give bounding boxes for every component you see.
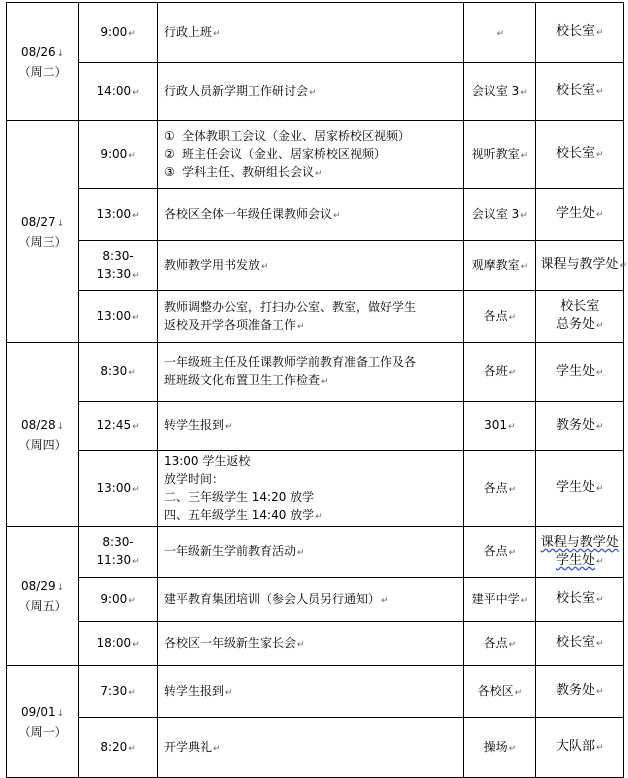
paragraph-mark: ↵ xyxy=(224,422,233,432)
event-line xyxy=(164,256,459,276)
paragraph-mark: ↵ xyxy=(314,168,323,179)
event-text: 返校及开学各项准备工作 xyxy=(163,317,296,332)
event-description-cell xyxy=(157,578,463,622)
paragraph-mark: ↵ xyxy=(132,270,140,281)
event-line xyxy=(164,682,459,702)
date-cell xyxy=(7,121,79,343)
paragraph-mark: ↵ xyxy=(520,87,528,98)
department-cell xyxy=(536,343,624,402)
paragraph-mark: ↵ xyxy=(212,743,221,754)
paragraph-mark: ↵ xyxy=(132,557,140,567)
event-text: 13:00 学生返校 xyxy=(163,453,251,468)
time-cell xyxy=(79,718,158,778)
event-text: 各校区全体一年级任课教师会议 xyxy=(163,206,332,221)
schedule-row xyxy=(7,291,624,343)
paragraph-mark: ↵ xyxy=(128,743,136,754)
event-line xyxy=(164,82,459,102)
event-text: 四、五年级学生 14:40 放学 xyxy=(163,507,315,522)
department-text xyxy=(540,205,619,224)
paragraph-mark: ↓ xyxy=(56,218,65,229)
time-cell xyxy=(79,291,158,343)
department-text xyxy=(540,590,619,609)
paragraph-mark: ↵ xyxy=(520,261,529,272)
paragraph-mark: ↵ xyxy=(595,28,604,38)
event-line xyxy=(164,205,459,225)
event-line xyxy=(164,163,459,183)
time-cell xyxy=(79,343,158,402)
paragraph-mark: ↵ xyxy=(595,687,604,697)
paragraph-mark: ↵ xyxy=(128,368,136,378)
location-cell xyxy=(464,578,536,622)
location-cell xyxy=(464,3,536,63)
department-label: 学生处 xyxy=(555,552,595,568)
event-description-cell xyxy=(157,189,463,241)
department-label: 学生处 xyxy=(555,363,595,379)
location-cell xyxy=(464,189,536,241)
time-cell xyxy=(79,241,158,291)
event-description-cell xyxy=(157,241,463,291)
location-text: 观摩教室 xyxy=(471,257,520,272)
event-text: 班班级文化布置卫生工作检查 xyxy=(163,373,320,387)
paragraph-mark: ↓ xyxy=(56,708,65,719)
event-text: 放学时间： xyxy=(163,471,224,486)
time-cell xyxy=(79,63,158,121)
schedule-row xyxy=(7,527,624,578)
time-text: 13:00 xyxy=(96,206,132,221)
time-text: 13:00 xyxy=(96,480,132,495)
location-text: 各校区 xyxy=(477,683,514,698)
date-cell xyxy=(7,343,79,527)
location-cell xyxy=(464,402,536,451)
event-line xyxy=(164,488,459,506)
department-text xyxy=(540,634,619,653)
department-label: 校长室 xyxy=(555,591,595,606)
time-cell xyxy=(79,527,158,578)
department-text xyxy=(540,298,619,316)
paragraph-mark: ↵ xyxy=(520,595,529,606)
paragraph-mark: ↵ xyxy=(132,312,140,323)
paragraph-mark: ↵ xyxy=(508,548,517,558)
location-text: 建平中学 xyxy=(471,591,520,606)
location-cell xyxy=(464,121,536,189)
event-line xyxy=(164,416,459,436)
event-text: 行政上班 xyxy=(163,24,212,39)
paragraph-mark: ↵ xyxy=(212,28,221,39)
time-cell xyxy=(79,622,158,666)
department-text xyxy=(540,417,619,436)
department-text xyxy=(540,256,627,275)
paragraph-mark: ↵ xyxy=(595,210,604,220)
event-line xyxy=(164,353,459,371)
schedule-row xyxy=(7,451,624,527)
department-cell xyxy=(536,451,624,527)
time-text: 9:00 xyxy=(100,24,128,39)
event-line xyxy=(164,590,459,610)
event-text: 学科主任、教研组长会议 xyxy=(181,164,314,179)
location-cell xyxy=(464,718,536,778)
paragraph-mark: ↓ xyxy=(56,48,65,59)
paragraph-mark: ↵ xyxy=(595,321,604,331)
time-cell xyxy=(79,121,158,189)
date-line xyxy=(11,703,74,723)
department-text xyxy=(540,23,619,42)
paragraph-mark: ↓ xyxy=(56,583,65,593)
event-line xyxy=(164,506,459,526)
department-label: 教务处 xyxy=(555,417,595,433)
schedule-row xyxy=(7,3,624,63)
date-cell xyxy=(7,527,79,666)
paragraph-mark: ↵ xyxy=(132,484,140,495)
location-cell xyxy=(464,291,536,343)
date-line xyxy=(11,43,74,63)
event-description-cell xyxy=(157,121,463,189)
department-text xyxy=(540,479,619,498)
time-text: 8:30-13:30 xyxy=(96,248,134,281)
event-line xyxy=(164,634,459,654)
department-label: 校长室 xyxy=(555,146,595,161)
department-label: 校长室 xyxy=(555,83,595,98)
schedule-body xyxy=(7,3,627,778)
location-text: 各点 xyxy=(483,544,508,558)
location-text: 各点 xyxy=(483,308,508,323)
event-description-cell xyxy=(157,451,463,527)
paragraph-mark: ↵ xyxy=(128,28,136,39)
department-label: 校长室 xyxy=(555,635,595,650)
location-cell xyxy=(464,63,536,121)
paragraph-mark: ↵ xyxy=(520,150,529,161)
date-text: 08/28 xyxy=(21,417,56,432)
department-cell xyxy=(536,622,624,666)
paragraph-mark: ↵ xyxy=(595,150,604,160)
time-cell xyxy=(79,451,158,527)
schedule-row xyxy=(7,578,624,622)
event-description-cell xyxy=(157,622,463,666)
time-text: 7:30 xyxy=(100,683,128,698)
paragraph-mark: ↵ xyxy=(380,595,389,606)
paragraph-mark: ↵ xyxy=(128,687,136,698)
paragraph-mark: ↵ xyxy=(520,210,528,221)
event-description-cell xyxy=(157,527,463,578)
schedule-row xyxy=(7,622,624,666)
date-cell xyxy=(7,3,79,121)
paragraph-mark: ↵ xyxy=(508,368,517,378)
event-description-cell xyxy=(157,718,463,778)
department-label: 校长室 xyxy=(555,24,595,39)
paragraph-mark: ↵ xyxy=(619,261,627,271)
paragraph-mark: ↵ xyxy=(132,639,140,650)
event-text: 转学生报到 xyxy=(163,683,224,698)
department-cell xyxy=(536,402,624,451)
location-text: 会议室 3 xyxy=(471,83,520,98)
schedule-row xyxy=(7,189,624,241)
department-text xyxy=(540,316,619,335)
event-description-cell xyxy=(157,63,463,121)
event-description-cell xyxy=(157,3,463,63)
item-number: ③ xyxy=(163,164,175,179)
event-line xyxy=(164,542,459,562)
time-text: 12:45 xyxy=(96,418,132,432)
date-text: 08/27 xyxy=(21,214,56,229)
event-text: 教师调整办公室，打扫办公室、教室，做好学生 xyxy=(163,299,416,314)
location-cell xyxy=(464,622,536,666)
event-text: 班主任会议（金业、居家桥校区视频） xyxy=(181,146,386,161)
department-text xyxy=(540,682,619,701)
event-line xyxy=(164,316,459,336)
paragraph-mark: ↵ xyxy=(132,422,140,432)
department-text xyxy=(540,145,619,164)
paragraph-mark: ↵ xyxy=(132,210,140,221)
location-text: 操场 xyxy=(483,739,508,754)
paragraph-mark: ↵ xyxy=(595,484,604,494)
paragraph-mark: ↵ xyxy=(296,548,305,558)
paragraph-mark: ↵ xyxy=(296,639,305,650)
time-text: 8:20 xyxy=(100,739,128,754)
paragraph-mark: ↵ xyxy=(595,639,604,649)
paragraph-mark: ↵ xyxy=(320,377,329,387)
date-line xyxy=(11,577,74,597)
department-text xyxy=(540,552,619,571)
location-text: 301 xyxy=(484,418,508,432)
event-line xyxy=(164,145,459,163)
paragraph-mark: ↵ xyxy=(296,321,305,332)
paragraph-mark: ↵ xyxy=(260,261,269,272)
paragraph-mark: ↵ xyxy=(224,687,233,698)
event-line xyxy=(164,23,459,43)
paragraph-mark: ↵ xyxy=(508,743,517,754)
time-cell xyxy=(79,402,158,451)
paragraph-mark: ↵ xyxy=(595,421,604,432)
event-text: 二、三年级学生 14:20 放学 xyxy=(163,489,315,504)
event-text: 转学生报到 xyxy=(163,418,224,432)
event-text: 建平教育集团培训（参会人员另行通知） xyxy=(163,591,380,606)
time-text: 8:30 xyxy=(100,364,128,378)
department-cell xyxy=(536,291,624,343)
weekday-text: （周五） xyxy=(18,599,67,613)
weekday-text: （周四） xyxy=(18,437,67,452)
date-text: 09/01 xyxy=(21,704,56,719)
paragraph-mark: ↵ xyxy=(496,28,505,39)
event-description-cell xyxy=(157,291,463,343)
department-cell xyxy=(536,666,624,718)
event-line xyxy=(164,371,459,391)
paragraph-mark: ↵ xyxy=(514,687,523,698)
paragraph-mark: ↵ xyxy=(595,367,604,378)
department-text xyxy=(540,534,619,552)
paragraph-mark: ↵ xyxy=(595,556,604,567)
department-text xyxy=(540,363,619,382)
location-text: 各班 xyxy=(483,364,508,378)
schedule-row xyxy=(7,241,624,291)
paragraph-mark: ↵ xyxy=(315,511,323,522)
department-label: 课程与教学处 xyxy=(540,534,619,550)
time-cell xyxy=(79,666,158,718)
schedule-row xyxy=(7,666,624,718)
department-label: 学生处 xyxy=(555,206,595,221)
location-text: 各点 xyxy=(483,635,508,650)
location-cell xyxy=(464,666,536,718)
department-label: 总务处 xyxy=(555,317,595,332)
event-text: 各校区一年级新生家长会 xyxy=(163,635,296,650)
schedule-row xyxy=(7,121,624,189)
time-cell xyxy=(79,578,158,622)
time-text: 8:30-11:30 xyxy=(96,535,134,567)
schedule-row xyxy=(7,402,624,451)
event-text: 全体教职工会议（金业、居家桥校区视频） xyxy=(181,128,410,143)
paragraph-mark: ↵ xyxy=(595,595,604,605)
department-cell xyxy=(536,241,627,291)
location-text: 各点 xyxy=(483,480,508,495)
department-label: 教务处 xyxy=(555,683,595,698)
time-cell xyxy=(79,3,158,63)
weekday-text: （周三） xyxy=(18,234,67,249)
date-line xyxy=(11,213,74,233)
date-text: 08/26 xyxy=(21,44,56,59)
paragraph-mark: ↵ xyxy=(595,87,604,97)
date-cell xyxy=(7,666,79,778)
schedule-row xyxy=(7,343,624,402)
location-cell xyxy=(464,343,536,402)
weekday-text: （周二） xyxy=(18,64,67,79)
weekday-text: （周一） xyxy=(18,724,67,739)
department-cell xyxy=(536,121,624,189)
schedule-table xyxy=(6,2,627,778)
paragraph-mark: ↵ xyxy=(508,312,517,323)
event-line xyxy=(164,298,459,316)
schedule-row xyxy=(7,63,624,121)
time-text: 13:00 xyxy=(96,308,132,323)
location-cell xyxy=(464,451,536,527)
paragraph-mark: ↵ xyxy=(508,484,517,495)
paragraph-mark: ↵ xyxy=(332,210,341,221)
paragraph-mark: ↵ xyxy=(595,743,604,753)
event-description-cell xyxy=(157,666,463,718)
date-text: 08/29 xyxy=(21,579,56,593)
department-label: 课程与教学处 xyxy=(540,257,619,272)
item-number: ② xyxy=(163,146,175,161)
paragraph-mark: ↓ xyxy=(56,421,65,432)
paragraph-mark: ↵ xyxy=(132,87,140,98)
event-description-cell xyxy=(157,402,463,451)
event-text: 一年级班主任及任课教师学前教育准备工作及各 xyxy=(163,355,416,369)
department-cell xyxy=(536,63,624,121)
location-cell xyxy=(464,527,536,578)
department-label: 大队部 xyxy=(555,739,595,754)
event-text: 教师教学用书发放 xyxy=(163,257,260,272)
department-text xyxy=(540,738,619,757)
event-line xyxy=(164,738,459,758)
department-cell xyxy=(536,527,624,578)
time-text: 9:00 xyxy=(100,146,128,161)
location-text: 会议室 3 xyxy=(471,206,520,221)
time-text: 18:00 xyxy=(96,635,132,650)
paragraph-mark: ↵ xyxy=(508,639,517,650)
event-text: 一年级新生学前教育活动 xyxy=(163,544,296,558)
paragraph-mark: ↵ xyxy=(128,595,136,606)
paragraph-mark: ↵ xyxy=(308,87,317,98)
department-cell xyxy=(536,578,624,622)
time-text: 14:00 xyxy=(96,83,132,98)
time-text: 9:00 xyxy=(100,591,128,606)
event-line xyxy=(164,452,459,470)
location-text: 视听教室 xyxy=(471,146,520,161)
department-label: 校长室 xyxy=(560,299,600,314)
schedule-row xyxy=(7,718,624,778)
event-line xyxy=(164,127,459,145)
paragraph-mark: ↵ xyxy=(508,422,516,432)
event-line xyxy=(164,470,459,488)
department-cell xyxy=(536,718,624,778)
location-cell xyxy=(464,241,536,291)
department-cell xyxy=(536,189,624,241)
department-text xyxy=(540,82,619,101)
paragraph-mark: ↵ xyxy=(128,150,136,161)
department-cell xyxy=(536,3,624,63)
event-text: 行政人员新学期工作研讨会 xyxy=(163,83,308,98)
item-number: ① xyxy=(163,128,175,143)
event-text: 开学典礼 xyxy=(163,739,212,754)
date-line xyxy=(11,416,74,436)
department-label: 学生处 xyxy=(555,480,595,495)
time-cell xyxy=(79,189,158,241)
event-description-cell xyxy=(157,343,463,402)
